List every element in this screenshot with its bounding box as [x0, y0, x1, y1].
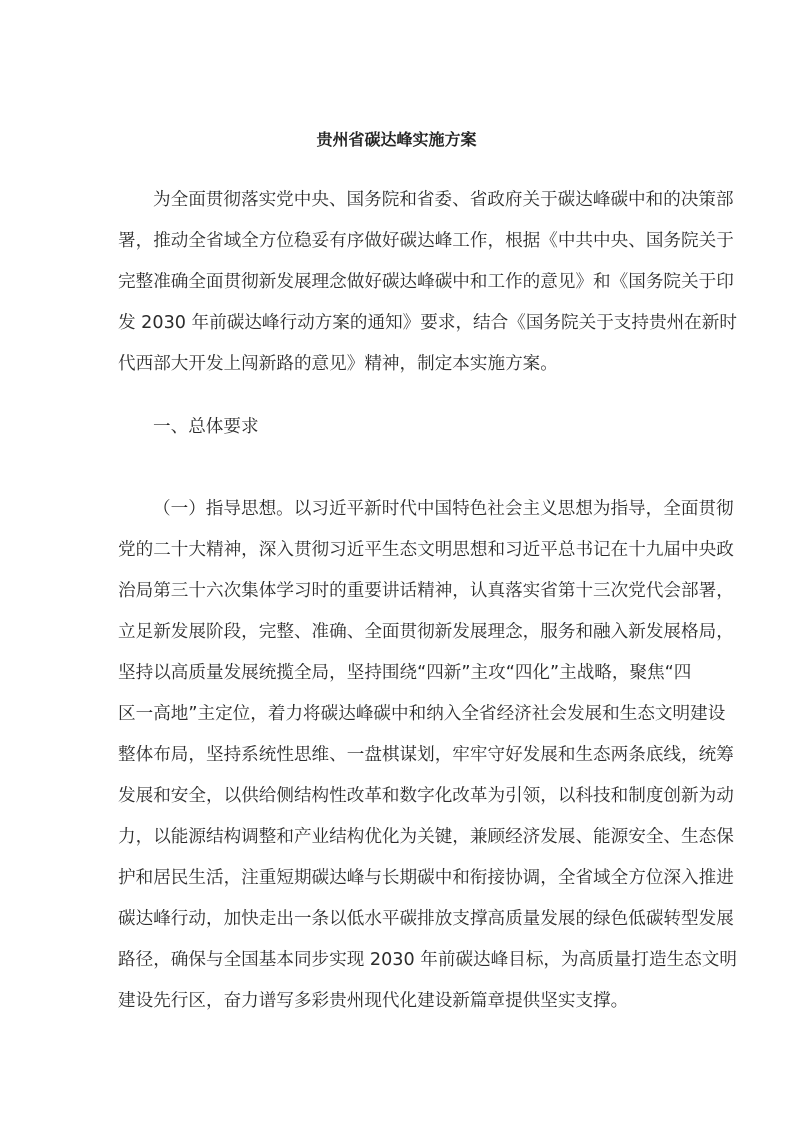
- guiding-thought-paragraph: [118, 498, 737, 1031]
- text-line: 治局第三十六次集体学习时的重要讲话精神，认真落实省第十三次党代会部署，: [118, 581, 734, 601]
- text-line: 整体布局，坚持系统性思维、一盘棋谋划，牢牢守好发展和生态两条底线，统筹: [118, 745, 734, 765]
- text-line: （一）指导思想。以习近平新时代中国特色社会主义思想为指导，全面贯彻: [153, 499, 734, 519]
- text-line: 发 2030 年前碳达峰行动方案的通知》要求，结合《国务院关于支持贵州在新时: [118, 313, 737, 333]
- text-line: 碳达峰行动，加快走出一条以低水平碳排放支撑高质量发展的绿色低碳转型发展: [118, 909, 734, 929]
- document-title: 贵州省碳达峰实施方案: [316, 130, 477, 149]
- text-line: 发展和安全，以供给侧结构性改革和数字化改革为引领，以科技和制度创新为动: [118, 786, 734, 806]
- text-line: 建设先行区，奋力谱写多彩贵州现代化建设新篇章提供坚实支撑。: [118, 991, 629, 1011]
- text-line: 护和居民生活，注重短期碳达峰与长期碳中和衔接协调，全省域全方位深入推进: [118, 868, 734, 888]
- text-line: 路径，确保与全国基本同步实现 2030 年前碳达峰目标，为高质量打造生态文明: [118, 950, 737, 970]
- intro-paragraph: [118, 189, 737, 394]
- section-heading: 一、总体要求: [153, 417, 259, 437]
- text-line: 立足新发展阶段，完整、准确、全面贯彻新发展理念，服务和融入新发展格局，: [118, 622, 734, 642]
- text-line: 力，以能源结构调整和产业结构优化为关键，兼顾经济发展、能源安全、生态保: [118, 827, 734, 847]
- text-line: 署，推动全省域全方位稳妥有序做好碳达峰工作，根据《中共中央、国务院关于: [118, 231, 734, 251]
- text-line: 党的二十大精神，深入贯彻习近平生态文明思想和习近平总书记在十九届中央政: [118, 540, 734, 560]
- text-line: 区一高地”主定位，着力将碳达峰碳中和纳入全省经济社会发展和生态文明建设: [118, 704, 726, 724]
- text-line: 为全面贯彻落实党中央、国务院和省委、省政府关于碳达峰碳中和的决策部: [153, 190, 734, 210]
- text-line: 完整准确全面贯彻新发展理念做好碳达峰碳中和工作的意见》和《国务院关于印: [118, 272, 734, 292]
- text-line: 代西部大开发上闯新路的意见》精神，制定本实施方案。: [118, 354, 558, 374]
- text-line: 坚持以高质量发展统揽全局，坚持围绕“四新”主攻“四化”主战略，聚焦“四: [118, 663, 692, 683]
